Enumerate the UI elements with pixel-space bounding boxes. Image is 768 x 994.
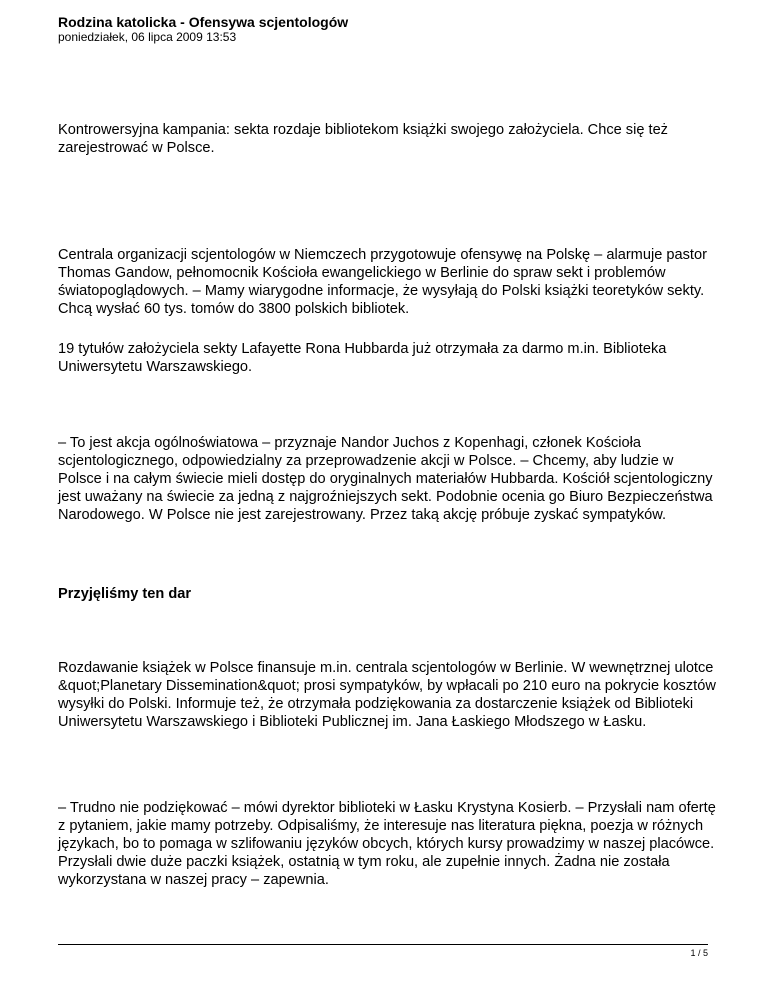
article-paragraph-5: – Trudno nie podziękować – mówi dyrektor biblioteki w Łasku Krystyna Kosierb. – Przysłali nam ofertę z pytaniem, jakie mamy potrzeby. Odpisaliśmy, że interesuje nas literatura piękna, poezja w różnych językach, bo to pomaga w szlifowaniu języków obcych, których kursy prowadzimy w naszej placówce. Przysłali dwie duże paczki książek, ostatnią w tym roku, ale zupełnie innych. Żadna nie została wykorzystana w naszej pracy – zapewnia.: [58, 800, 716, 888]
document-header: [58, 14, 348, 44]
document-date: poniedziałek, 06 lipca 2009 13:53: [58, 30, 237, 44]
article-paragraph-1: Centrala organizacji scjentologów w Niemczech przygotowuje ofensywę na Polskę – alarmuje pastor Thomas Gandow, pełnomocnik Kościoła ewangelickiego w Berlinie do spraw sekt i problemów światopoglądowych. – Mamy wiarygodne informacje, że wysyłają do Polski książki teoretyków sekty. Chcą wysłać 60 tys. tomów do 3800 polskich bibliotek.: [58, 247, 707, 317]
footer-divider: [58, 944, 708, 945]
article-paragraph-2: 19 tytułów założyciela sekty Lafayette Rona Hubbarda już otrzymała za darmo m.in. Biblioteka Uniwersytetu Warszawskiego.: [58, 341, 667, 375]
article-paragraph-4: Rozdawanie książek w Polsce finansuje m.in. centrala scjentologów w Berlinie. W wewnętrznej ulotce &quot;Planetary Dissemination&quot; prosi sympatyków, by wpłacali po 210 euro na pokrycie kosztów wysyłki do Polski. Informuje też, że otrzymała podziękowania za dostarczenie książek od Biblioteki Uniwersytetu Warszawskiego i Biblioteki Publicznej im. Jana Łaskiego Młodszego w Łasku.: [58, 660, 716, 730]
article-lead: Kontrowersyjna kampania: sekta rozdaje bibliotekom książki swojego założyciela. Chce się też zarejestrować w Polsce.: [58, 122, 668, 156]
article-subheading: Przyjęliśmy ten dar: [58, 586, 192, 602]
page-number: 1 / 5: [690, 948, 708, 958]
document-title: Rodzina katolicka - Ofensywa scjentologów: [58, 14, 349, 30]
article-paragraph-3: – To jest akcja ogólnoświatowa – przyznaje Nandor Juchos z Kopenhagi, członek Kościoła scjentologicznego, odpowiedzialny za przeprowadzenie akcji w Polsce. – Chcemy, aby ludzie w Polsce i na całym świecie mieli dostęp do oryginalnych materiałów Hubbarda. Kościół scjentologiczny jest uważany na świecie za jedną z najgroźniejszych sekt. Podobnie ocenia go Biuro Bezpieczeństwa Narodowego. W Polsce nie jest zarejestrowany. Przez taką akcję próbuje zyskać sympatyków.: [58, 435, 713, 523]
